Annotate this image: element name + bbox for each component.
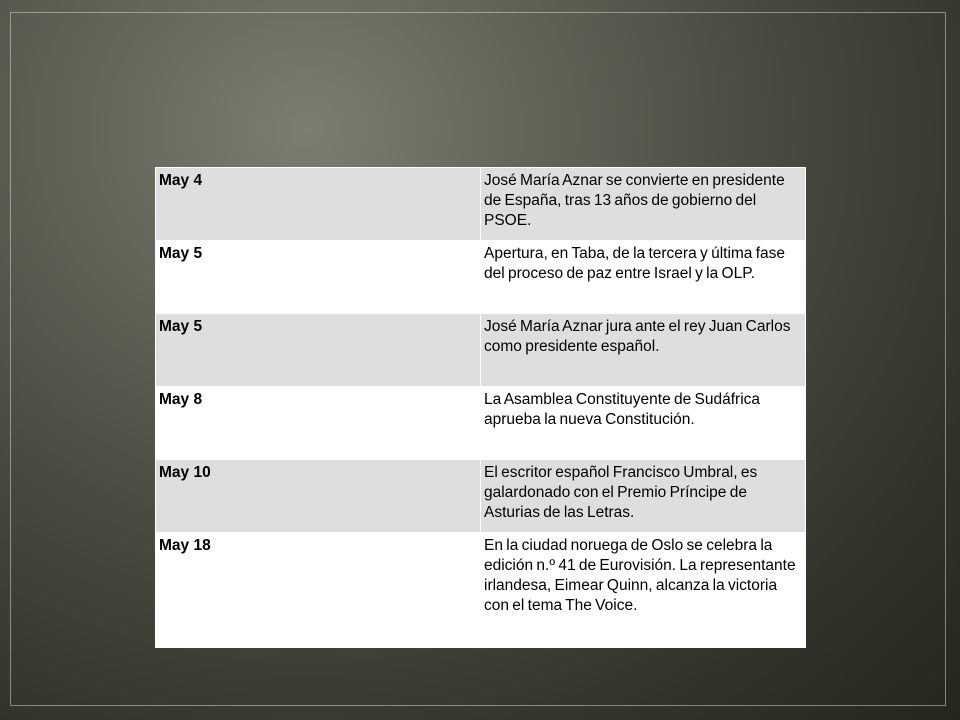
event-cell: En la ciudad noruega de Oslo se celebra la edición n.º 41 de Eurovisión. La representante irlandesa, Eimear Quinn, alcanza la victoria con el tema The Voice. bbox=[481, 533, 806, 648]
date-cell: May 10 bbox=[156, 460, 481, 533]
table-row bbox=[156, 387, 806, 460]
date-cell: May 5 bbox=[156, 314, 481, 387]
date-cell: May 5 bbox=[156, 241, 481, 314]
table-row bbox=[156, 533, 806, 648]
event-cell: La Asamblea Constituyente de Sudáfrica aprueba la nueva Constitución. bbox=[481, 387, 806, 460]
event-cell: José María Aznar se convierte en presidente de España, tras 13 años de gobierno del PSOE. bbox=[481, 168, 806, 241]
table-row bbox=[156, 241, 806, 314]
table-row bbox=[156, 460, 806, 533]
date-cell: May 4 bbox=[156, 168, 481, 241]
date-cell: May 18 bbox=[156, 533, 481, 648]
event-cell: El escritor español Francisco Umbral, es galardonado con el Premio Príncipe de Asturias de las Letras. bbox=[481, 460, 806, 533]
date-cell: May 8 bbox=[156, 387, 481, 460]
table-row bbox=[156, 314, 806, 387]
event-cell: José María Aznar jura ante el rey Juan Carlos como presidente español. bbox=[481, 314, 806, 387]
event-cell: Apertura, en Taba, de la tercera y última fase del proceso de paz entre Israel y la OLP. bbox=[481, 241, 806, 314]
events-table bbox=[155, 167, 806, 648]
table-row bbox=[156, 168, 806, 241]
